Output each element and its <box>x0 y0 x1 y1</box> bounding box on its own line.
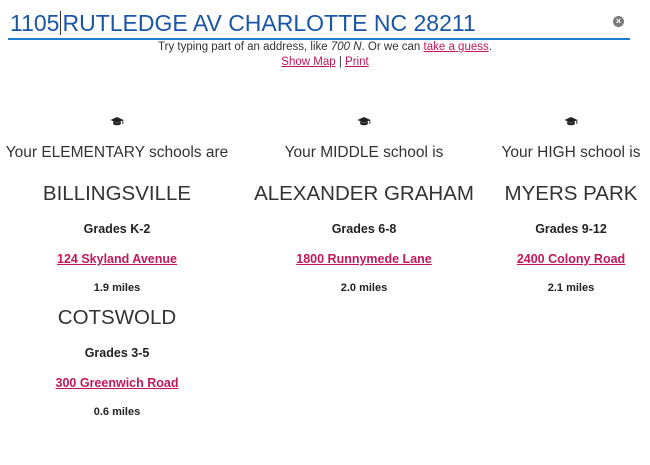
school-address-link[interactable]: 300 Greenwich Road <box>55 376 179 390</box>
school-name: MYERS PARK <box>504 182 638 205</box>
search-value-part-1: 1105 <box>10 10 60 36</box>
graduation-cap-icon <box>564 116 578 128</box>
search-value-part-2: RUTLEDGE AV CHARLOTTE NC 28211 <box>62 10 476 36</box>
school-name: ALEXANDER GRAHAM <box>254 182 474 205</box>
school-distance: 0.6 miles <box>93 406 141 418</box>
middle-column <box>244 116 484 294</box>
link-separator: | <box>338 56 342 68</box>
school-distance: 1.9 miles <box>93 282 141 294</box>
take-a-guess-link[interactable]: take a guess <box>423 41 489 53</box>
school-distance: 2.0 miles <box>340 282 388 294</box>
school-grades: Grades K-2 <box>83 222 151 236</box>
elementary-column <box>0 116 234 418</box>
elementary-school-card <box>0 306 234 418</box>
middle-heading: Your MIDDLE school is <box>284 144 444 161</box>
search-hint <box>0 41 650 53</box>
school-name: COTSWOLD <box>57 306 177 329</box>
school-address-link[interactable]: 2400 Colony Road <box>516 252 626 266</box>
high-school-card <box>496 182 646 294</box>
address-search-input[interactable] <box>8 6 630 40</box>
print-link[interactable]: Print <box>345 56 369 68</box>
school-grades: Grades 6-8 <box>331 222 397 236</box>
graduation-cap-icon <box>357 116 371 128</box>
school-distance: 2.1 miles <box>547 282 595 294</box>
school-grades: Grades 9-12 <box>535 222 607 236</box>
middle-school-card <box>244 182 484 294</box>
school-name: BILLINGSVILLE <box>42 182 192 205</box>
hint-prefix: Try typing part of an address, like <box>158 41 331 53</box>
school-address-link[interactable]: 1800 Runnymede Lane <box>296 252 432 266</box>
school-address-link[interactable]: 124 Skyland Avenue <box>57 252 177 266</box>
elementary-heading: Your ELEMENTARY schools are <box>5 144 229 161</box>
clear-circle-icon[interactable]: × <box>613 16 624 27</box>
hint-middle: . Or we can <box>361 41 424 53</box>
hint-example: 700 N <box>330 41 362 53</box>
school-grades: Grades 3-5 <box>84 346 150 360</box>
high-heading: Your HIGH school is <box>501 144 641 161</box>
address-search-value[interactable] <box>10 10 476 37</box>
map-print-links <box>0 56 650 68</box>
hint-suffix: . <box>488 41 492 53</box>
show-map-link[interactable]: Show Map <box>281 56 336 68</box>
high-column <box>496 116 646 294</box>
elementary-school-card <box>0 182 234 294</box>
graduation-cap-icon <box>110 116 124 128</box>
